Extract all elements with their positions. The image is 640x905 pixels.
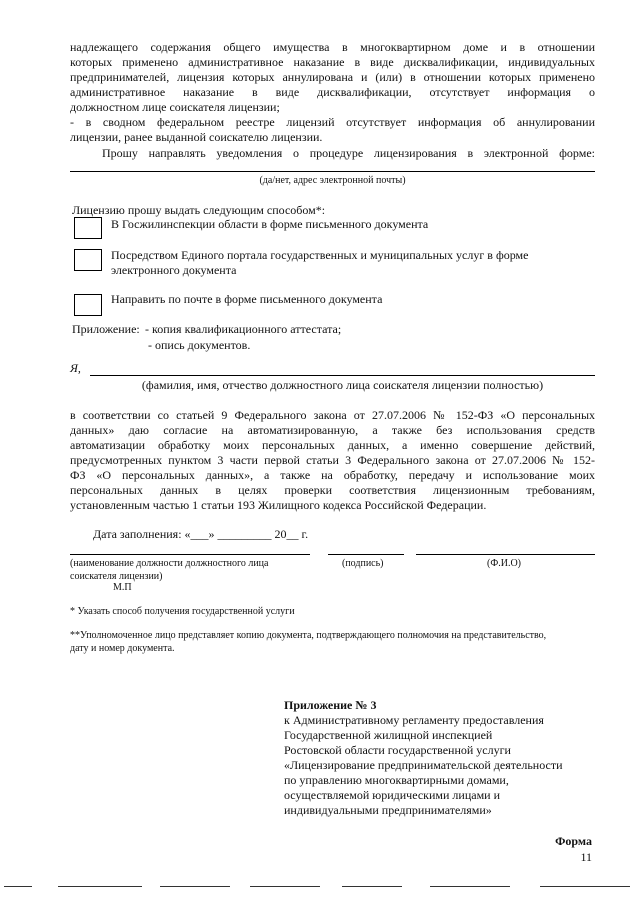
attachment-item-2: - опись документов. [148, 338, 251, 352]
position-line[interactable] [70, 554, 310, 555]
full-name-line[interactable] [90, 375, 595, 376]
appendix-line-3: Ростовской области государственной услуги [284, 743, 511, 757]
scan-artifact [4, 886, 32, 887]
document-page [70, 0, 595, 905]
checkbox-public-portal[interactable] [74, 249, 102, 271]
scan-artifact [540, 886, 630, 887]
full-name-caption: (фамилия, имя, отчество должностного лица соискателя лицензии полностью) [141, 378, 544, 392]
appendix-line-2: Государственной жилищной инспекцией [284, 728, 493, 742]
fill-date[interactable]: Дата заполнения: «___» _________ 20__ г. [93, 527, 309, 541]
footnote-2-line-2: дату и номер документа. [70, 643, 175, 654]
signature-line[interactable] [328, 554, 404, 555]
option-public-portal-label-1: Посредством Единого портала государственных и муниципальных услуг в форме [111, 248, 529, 262]
intro-line-2: которых применено административное наказание в виде дисквалификации, индивидуальных [70, 55, 595, 69]
appendix-line-6: осуществляемой юридическими лицами и [284, 788, 501, 802]
consent-line-7: установленным частью 1 статьи 193 Жилищного кодекса Российской Федерации. [70, 498, 487, 512]
option-public-portal-label-2: электронного документа [111, 263, 237, 277]
intro-line-4: административное наказание в виде дисквалификации, отсутствует информация о [70, 85, 595, 99]
intro-line-5: должностном лице соискателя лицензии; [70, 100, 280, 114]
email-answer-line[interactable] [70, 171, 595, 172]
email-answer-caption: (да/нет, адрес электронной почты) [259, 175, 406, 186]
appendix-line-7: индивидуальными предпринимателями» [284, 803, 492, 817]
issue-method-heading: Лицензию прошу выдать следующим способом*: [72, 203, 326, 217]
scan-artifact [160, 886, 230, 887]
scan-artifact [250, 886, 320, 887]
form-label: Форма [555, 834, 592, 848]
intro-line-6: - в сводном федеральном реестре лицензий отсутствует информация об аннулировании [70, 115, 595, 129]
consent-line-5: ФЗ «О персональных данных», а также на обработку, передачу и использование моих [70, 468, 595, 482]
signature-caption: (подпись) [342, 558, 384, 569]
option-mail-label: Направить по почте в форме письменного документа [111, 292, 383, 306]
consent-line-2: данных» даю согласие на автоматизированную, а также без использования средств [70, 423, 595, 437]
consent-line-6: персональных данных в целях проверки соответствия лицензионным требованиям, [70, 483, 595, 497]
consent-line-3: автоматизации обработку моих персональных данных, а именно совершение действий, [70, 438, 595, 452]
consent-prefix: Я, [70, 361, 81, 375]
intro-line-7: лицензии, ранее выданной соискателю лицензии. [70, 130, 323, 144]
consent-line-4: предусмотренных пунктом 3 части первой статьи 3 Федерального закона от 27.07.2006 № 152- [70, 453, 595, 467]
appendix-line-5: по управлению многоквартирными домами, [284, 773, 509, 787]
scan-artifact [342, 886, 402, 887]
intro-line-3: предпринимателей, лицензия которых аннулирована и (или) в отношении которых применено [70, 70, 595, 84]
position-caption-1: (наименование должности должностного лица [70, 558, 269, 569]
consent-line-1: в соответствии со статьей 9 Федерального закона от 27.07.2006 № 152-ФЗ «О персональных [70, 408, 595, 422]
checkbox-inspection-office[interactable] [74, 217, 102, 239]
scan-artifact [430, 886, 510, 887]
footnote-2-line-1: **Уполномоченное лицо представляет копию документа, подтверждающего полномочия на представительство, [70, 630, 547, 641]
position-caption-2: соискателя лицензии) [70, 571, 163, 582]
checkbox-mail[interactable] [74, 294, 102, 316]
attachments-label: Приложение: [72, 322, 140, 336]
notification-request: Прошу направлять уведомления о процедуре лицензирования в электронной форме: [102, 146, 595, 160]
name-line[interactable] [416, 554, 595, 555]
name-caption: (Ф.И.О) [487, 558, 522, 569]
appendix-title: Приложение № 3 [284, 698, 377, 712]
option-inspection-office-label: В Госжилинспекции области в форме письменного документа [111, 217, 429, 231]
page-number: 11 [580, 850, 592, 864]
intro-line-1: надлежащего содержания общего имущества в многоквартирном доме и в отношении [70, 40, 595, 54]
scan-artifact [58, 886, 142, 887]
attachment-item-1: - копия квалификационного аттестата; [145, 322, 342, 336]
stamp-place: М.П [113, 582, 132, 593]
appendix-line-4: «Лицензирование предпринимательской деятельности [284, 758, 563, 772]
footnote-1: * Указать способ получения государственной услуги [70, 606, 295, 617]
appendix-line-1: к Административному регламенту предоставления [284, 713, 544, 727]
